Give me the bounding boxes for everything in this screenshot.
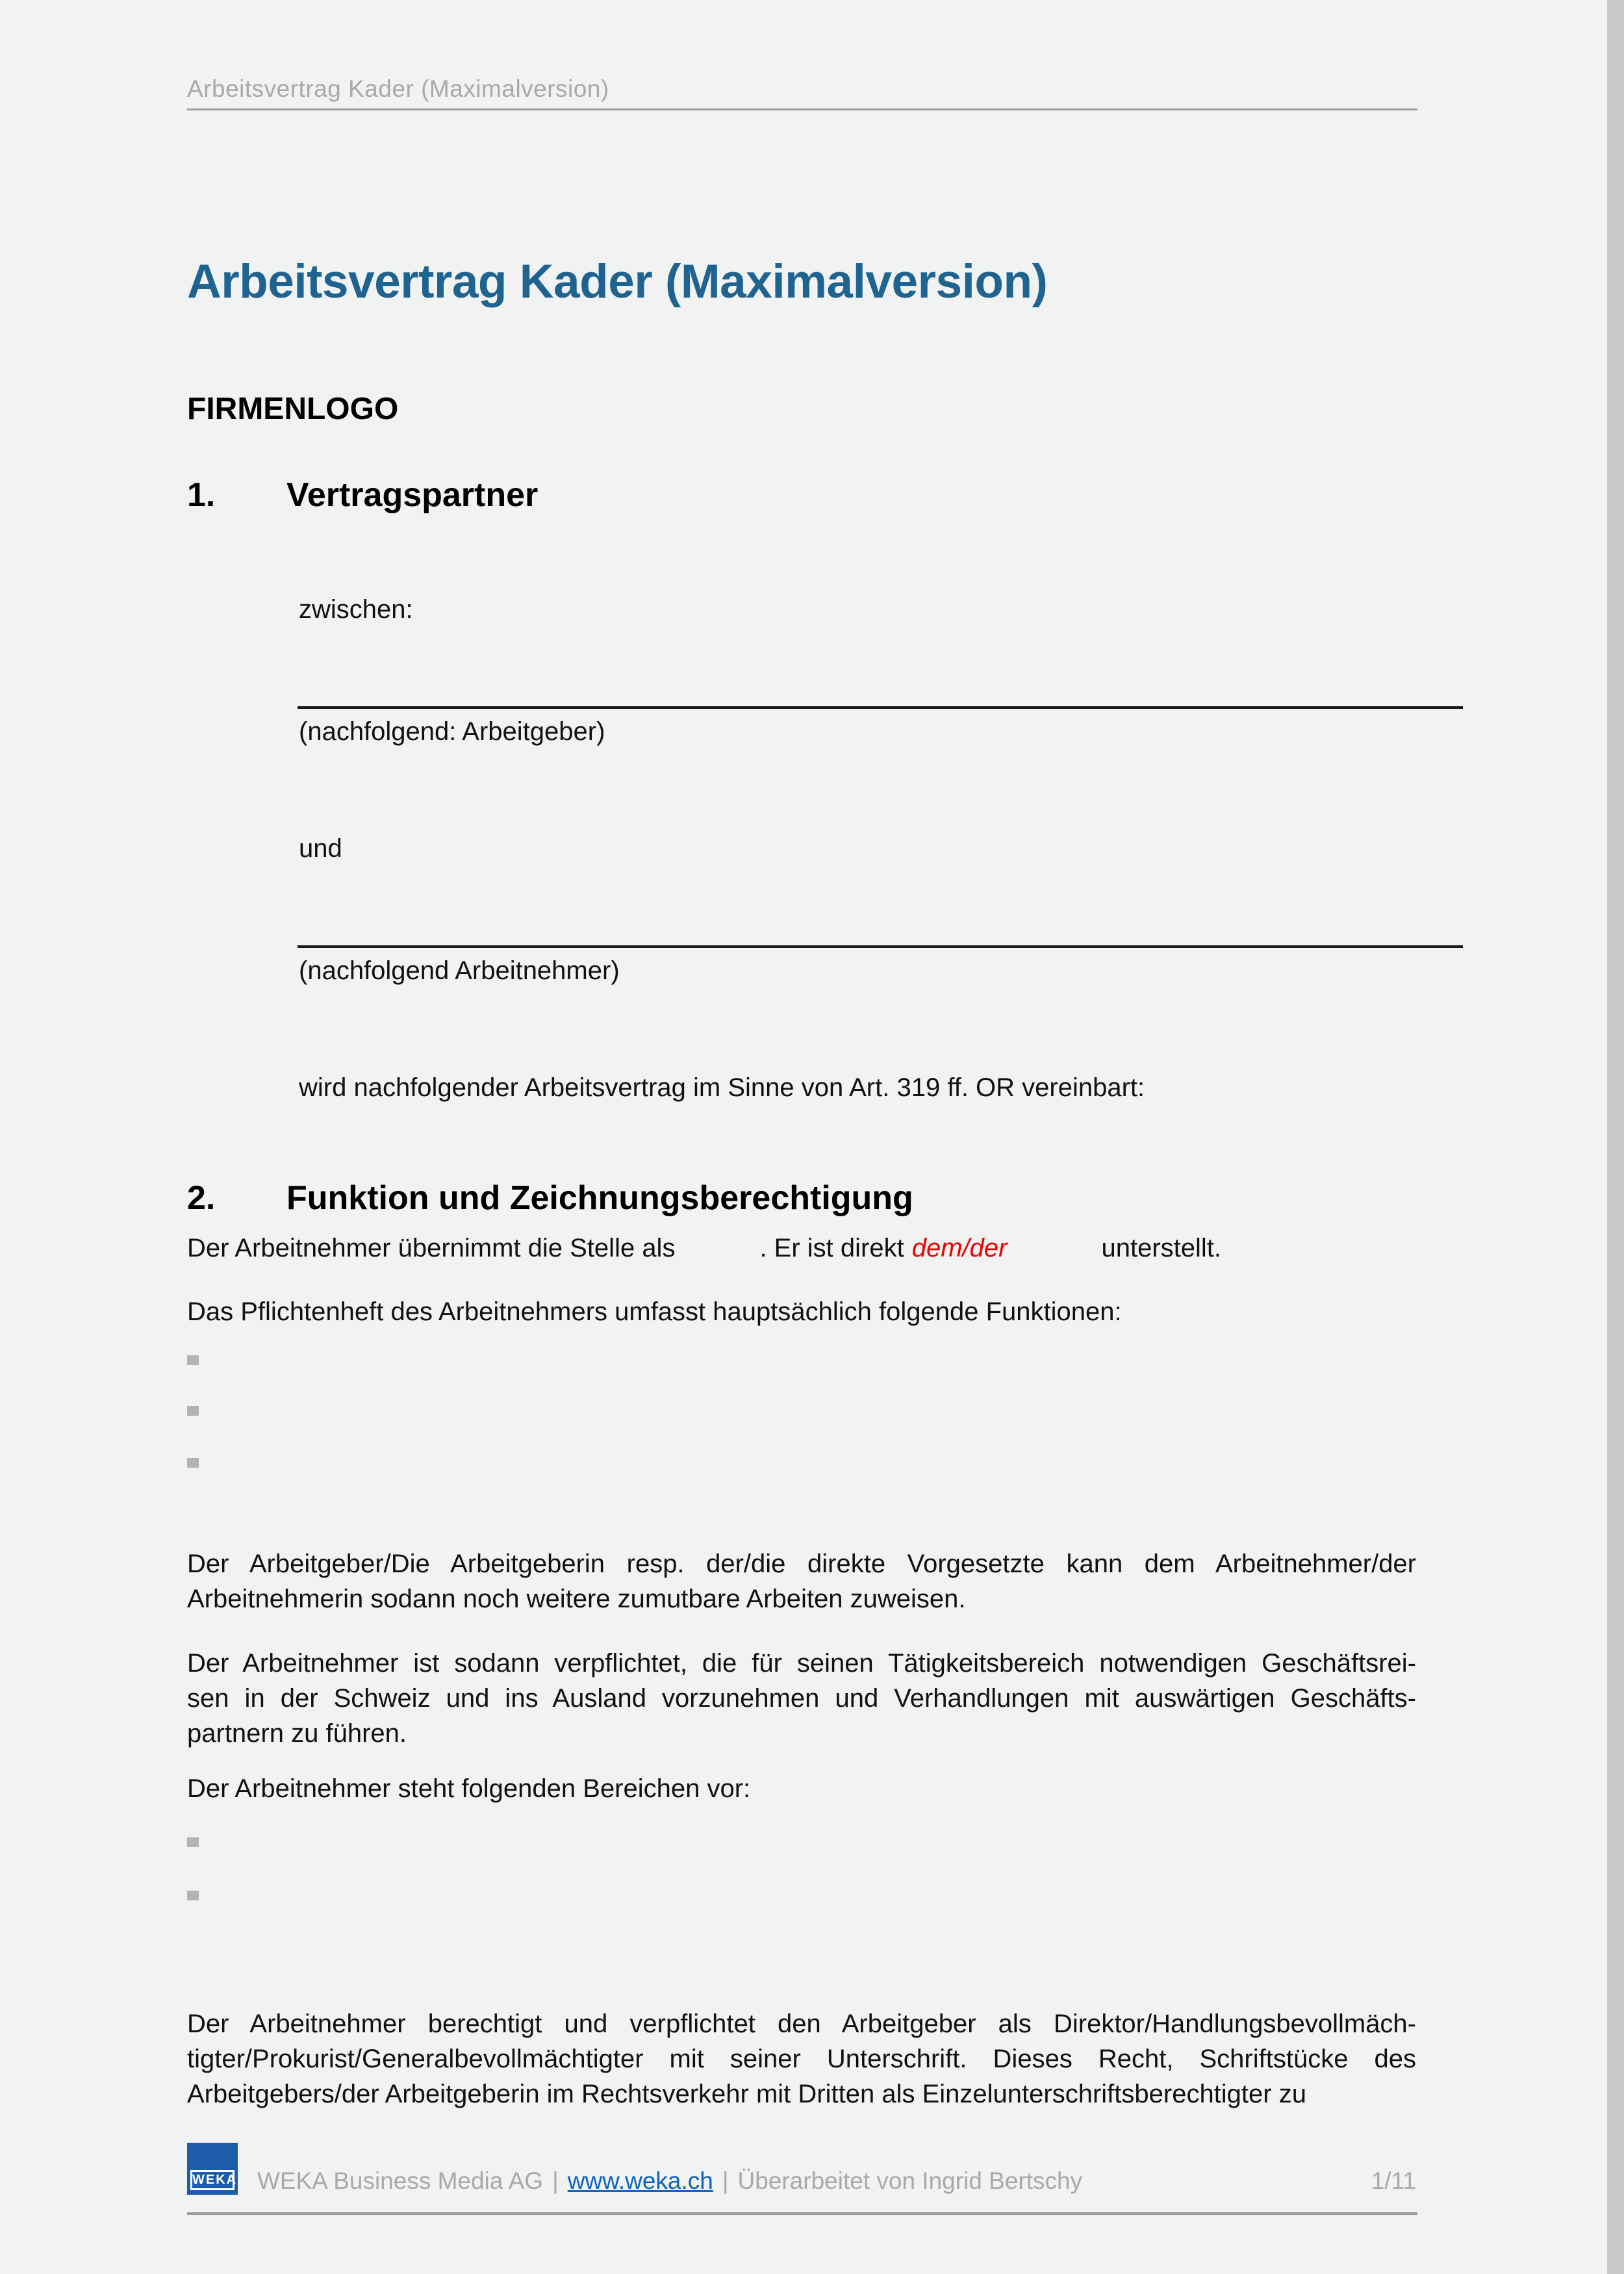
page-number: 1/11 bbox=[1371, 2167, 1416, 2194]
areas-intro: Der Arbeitnehmer steht folgenden Bereichen vor: bbox=[187, 1774, 751, 1803]
page-edge-background bbox=[1607, 0, 1624, 2274]
signing-paragraph bbox=[187, 2006, 1416, 2112]
role-sentence-highlight: dem/der bbox=[911, 1234, 1008, 1262]
travel-paragraph bbox=[187, 1646, 1416, 1751]
header-divider bbox=[187, 109, 1417, 110]
employer-caption: (nachfolgend: Arbeitgeber) bbox=[299, 717, 605, 746]
assign-paragraph bbox=[187, 1546, 1416, 1616]
section-2-number: 2. bbox=[187, 1179, 216, 1217]
bullet-square-icon bbox=[187, 1406, 199, 1416]
bullet-square-icon bbox=[187, 1458, 199, 1468]
footer-credit: Überarbeitet von Ingrid Bertschy bbox=[737, 2167, 1083, 2194]
section-1-title: Vertragspartner bbox=[286, 476, 539, 514]
section-2-heading bbox=[187, 1179, 913, 1218]
bullet-square-icon bbox=[187, 1355, 199, 1365]
role-sentence-part2: . Er ist direkt bbox=[759, 1234, 904, 1262]
footer-company: WEKA Business Media AG bbox=[257, 2167, 544, 2194]
weka-website-link[interactable]: www.weka.ch bbox=[567, 2167, 713, 2194]
paragraph-line: Der Arbeitnehmer ist sodann verpflichtet, die für seinen Tätigkeitsbereich notwendigen Geschäftsrei- bbox=[187, 1649, 1416, 1678]
role-sentence bbox=[187, 1234, 1480, 1263]
employer-fill-in-line bbox=[298, 706, 1463, 709]
footer-separator: | bbox=[722, 2167, 729, 2194]
paragraph-line: Der Arbeitgeber/Die Arbeitgeberin resp. der/die direkte Vorgesetzte kann dem Arbeitnehmer/der bbox=[187, 1550, 1416, 1578]
und-label: und bbox=[299, 834, 342, 863]
bullet-square-icon bbox=[187, 1837, 199, 1847]
weka-logo-text: WEKA bbox=[190, 2170, 235, 2190]
document-title: Arbeitsvertrag Kader (Maximalversion) bbox=[187, 255, 1048, 308]
page-header-title: Arbeitsvertrag Kader (Maximalversion) bbox=[187, 75, 609, 102]
footer-separator: | bbox=[552, 2167, 559, 2194]
paragraph-line: sen in der Schweiz und ins Ausland vorzunehmen und Verhandlungen mit auswärtigen Geschäfts- bbox=[187, 1684, 1416, 1713]
footer-divider bbox=[187, 2212, 1417, 2215]
section-2-title: Funktion und Zeichnungsberechtigung bbox=[286, 1179, 913, 1217]
employee-caption: (nachfolgend Arbeitnehmer) bbox=[299, 956, 620, 985]
section-1-heading bbox=[187, 476, 538, 515]
role-sentence-part1: Der Arbeitnehmer übernimmt die Stelle als bbox=[187, 1234, 676, 1262]
paragraph-line: tigter/Prokurist/Generalbevollmächtigter mit seiner Unterschrift. Dieses Recht, Schriftstücke des bbox=[187, 2045, 1416, 2073]
employee-fill-in-line bbox=[298, 945, 1463, 948]
paragraph-line: Arbeitnehmerin sodann noch weitere zumutbare Arbeiten zuweisen. bbox=[187, 1585, 966, 1613]
section-1-number: 1. bbox=[187, 476, 216, 514]
agreement-sentence: wird nachfolgender Arbeitsvertrag im Sinne von Art. 319 ff. OR vereinbart: bbox=[299, 1073, 1145, 1102]
paragraph-line: Der Arbeitnehmer berechtigt und verpflichtet den Arbeitgeber als Direktor/Handlungsbevollmäch- bbox=[187, 2010, 1416, 2038]
duties-intro: Das Pflichtenheft des Arbeitnehmers umfasst hauptsächlich folgende Funktionen: bbox=[187, 1297, 1122, 1326]
paragraph-line: Arbeitgebers/der Arbeitgeberin im Rechtsverkehr mit Dritten als Einzelunterschriftsberechtigter zu bbox=[187, 2080, 1306, 2108]
role-sentence-part3: unterstellt. bbox=[1101, 1234, 1221, 1262]
company-logo-placeholder: FIRMENLOGO bbox=[187, 392, 399, 426]
paragraph-line: partnern zu führen. bbox=[187, 1719, 407, 1748]
bullet-square-icon bbox=[187, 1891, 199, 1900]
zwischen-label: zwischen: bbox=[299, 595, 413, 624]
